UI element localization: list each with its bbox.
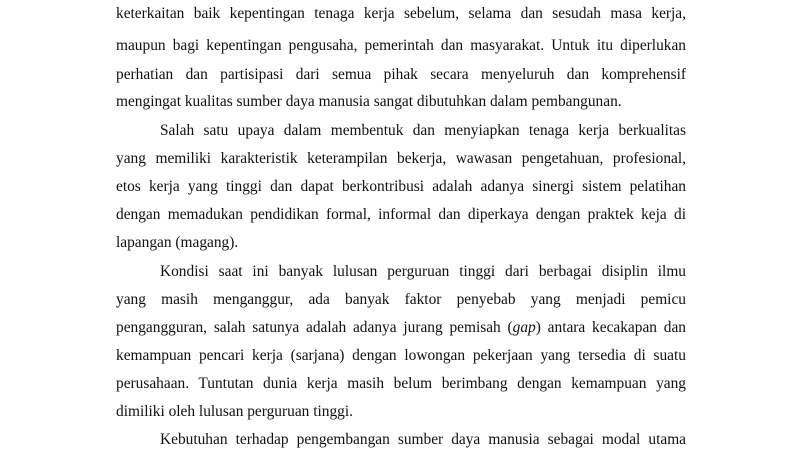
text-segment: Kondisi saat ini banyak lulusan perguruan tinggi dari berbagai disiplin ilmu (160, 263, 686, 280)
text-line (116, 290, 686, 310)
text-line (116, 149, 686, 169)
text-segment: maupun bagi kepentingan pengusaha, pemerintah dan masyarakat. Untuk itu diperlukan (116, 37, 686, 54)
text-segment: yang masih menganggur, ada banyak faktor penyebab yang menjadi pemicu (116, 291, 686, 308)
paragraph-first-line (160, 430, 686, 450)
text-segment: Salah satu upaya dalam membentuk dan menyiapkan tenaga kerja berkualitas (160, 122, 686, 139)
text-segment: lapangan (magang). (116, 234, 239, 251)
text-segment: etos kerja yang tinggi dan dapat berkontribusi adalah adanya sinergi sistem pelatihan (116, 178, 686, 195)
text-segment: pengangguran, salah satunya adalah adanya jurang pemisah ( (116, 319, 513, 336)
text-segment: dimiliki oleh lulusan perguruan tinggi. (116, 403, 353, 420)
text-segment: kemampuan pencari kerja (sarjana) dengan lowongan pekerjaan yang tersedia di suatu (116, 347, 686, 364)
text-line (116, 36, 686, 56)
text-line (116, 318, 686, 338)
text-segment: perusahaan. Tuntutan dunia kerja masih belum berimbang dengan kemampuan yang (116, 375, 686, 392)
paragraph-first-line (160, 262, 686, 282)
text-segment: dengan memadukan pendidikan formal, informal dan diperkaya dengan praktek keja di (116, 206, 686, 223)
text-segment: keterkaitan baik kepentingan tenaga kerja sebelum, selama dan sesudah masa kerja, (116, 5, 686, 22)
text-line (116, 177, 686, 197)
text-line (116, 205, 686, 225)
text-segment: perhatian dan partisipasi dari semua pihak secara menyeluruh dan komprehensif (116, 66, 686, 83)
text-line (116, 346, 686, 366)
text-segment: Kebutuhan terhadap pengembangan sumber daya manusia sebagai modal utama (160, 431, 686, 448)
text-line (116, 402, 686, 422)
text-line (116, 65, 686, 85)
text-line (116, 4, 686, 24)
text-segment: mengingat kualitas sumber daya manusia sangat dibutuhkan dalam pembangunan. (116, 93, 622, 110)
paragraph-first-line (160, 121, 686, 141)
text-line (116, 92, 686, 112)
text-segment: yang memiliki karakteristik keterampilan bekerja, wawasan pengetahuan, profesional, (116, 150, 686, 167)
text-segment: ) antara kecakapan dan (535, 319, 686, 336)
text-line (116, 374, 686, 394)
italic-term: gap (512, 319, 536, 336)
text-line (116, 233, 686, 253)
